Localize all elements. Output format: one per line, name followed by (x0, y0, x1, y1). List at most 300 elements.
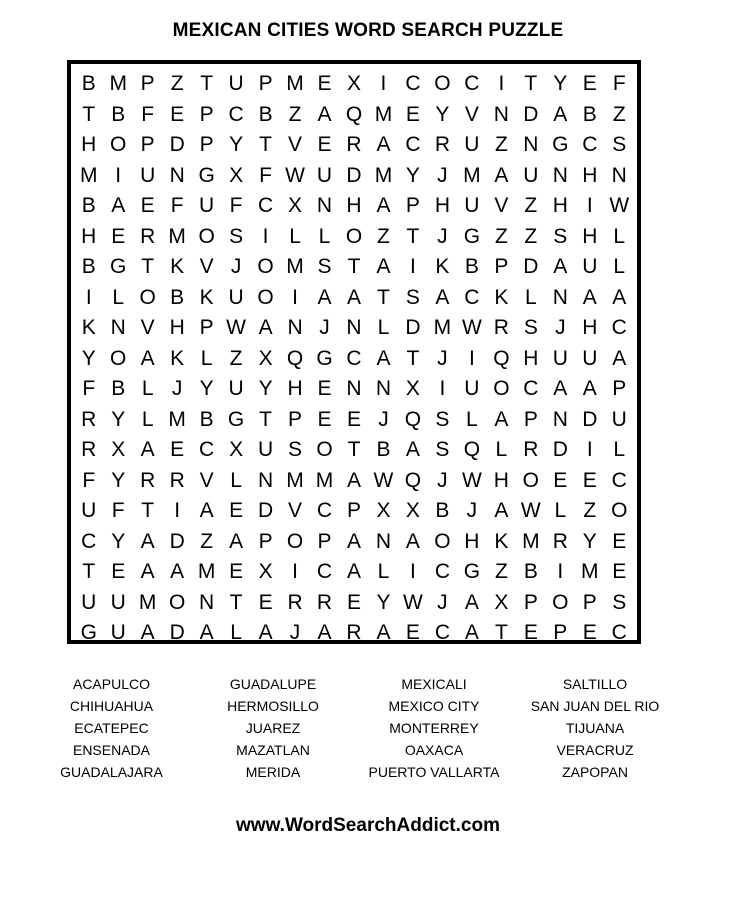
grid-letter: C (434, 560, 450, 583)
word-list-item: ECATEPEC (74, 720, 149, 736)
grid-letter: M (109, 72, 127, 95)
grid-letter: K (170, 255, 185, 278)
grid-letter: A (199, 499, 214, 522)
grid-letter: P (346, 499, 361, 522)
grid-letter: D (523, 255, 539, 278)
grid-letter: P (523, 590, 538, 614)
grid-letter: O (110, 133, 127, 156)
grid-letter: L (613, 438, 626, 461)
grid-letter: L (466, 407, 478, 431)
grid-letter: W (226, 316, 246, 339)
grid-letter: A (140, 438, 155, 461)
grid-letter: G (110, 255, 127, 278)
word-list-item: PUERTO VALLARTA (368, 764, 500, 780)
word-list-item: SALTILLO (562, 676, 628, 692)
grid-letter: C (434, 621, 450, 644)
grid-letter: N (169, 163, 185, 187)
grid-letter: I (262, 224, 269, 248)
grid-letter: H (493, 468, 509, 492)
grid-letter: U (582, 255, 598, 278)
grid-letter: O (139, 285, 156, 309)
grid-letter: G (198, 163, 215, 187)
grid-letter: C (464, 72, 480, 95)
grid-letter: D (523, 102, 539, 126)
grid-letter: M (138, 590, 157, 614)
grid-letter: C (346, 346, 362, 370)
grid-letter: X (405, 499, 420, 522)
grid-letter: Y (582, 529, 597, 553)
grid-letter: P (523, 407, 538, 431)
grid-letter: M (286, 72, 304, 95)
grid-letter: C (199, 438, 215, 461)
grid-letter: F (170, 194, 184, 217)
word-list-item: SAN JUAN DEL RIO (530, 698, 660, 714)
grid-letter: J (378, 407, 389, 431)
grid-letter: V (199, 255, 214, 278)
grid-letter: C (611, 316, 627, 339)
grid-letter: J (437, 163, 448, 187)
grid-letter: R (140, 468, 156, 492)
grid-letter: S (317, 255, 332, 278)
grid-letter: P (199, 102, 214, 126)
grid-letter: T (406, 224, 420, 248)
grid-letter: Z (494, 133, 508, 156)
grid-letter: T (377, 285, 390, 309)
grid-letter: A (346, 560, 361, 583)
grid-letter: L (554, 499, 567, 522)
grid-letter: C (611, 468, 627, 492)
word-list-item: OAXACA (404, 742, 464, 758)
grid-letter: R (140, 224, 156, 248)
grid-letter: O (286, 529, 304, 553)
grid-letter: K (81, 316, 96, 339)
grid-letter: E (582, 72, 597, 95)
grid-letter: I (557, 560, 564, 583)
word-list (30, 673, 706, 783)
grid-letter: C (405, 133, 421, 156)
grid-letter: A (494, 163, 509, 187)
grid-letter: P (140, 133, 155, 156)
grid-letter: U (110, 621, 126, 644)
grid-letter: X (229, 163, 244, 187)
grid-letter: T (229, 590, 243, 614)
grid-letter: U (552, 346, 568, 370)
grid-letter: V (140, 316, 155, 339)
grid-letter: M (286, 255, 304, 278)
grid-letter: F (229, 194, 243, 217)
grid-letter: L (230, 468, 242, 492)
word-list-column (353, 673, 515, 783)
grid-letter: N (110, 316, 126, 339)
grid-letter: A (376, 346, 391, 370)
grid-letter: X (405, 377, 420, 400)
grid-letter: I (85, 285, 92, 309)
grid-letter: Q (345, 102, 363, 126)
grid-letter: J (319, 316, 330, 339)
grid-letter: U (257, 438, 274, 461)
grid-letter: B (81, 255, 96, 278)
grid-letter: C (228, 102, 244, 126)
grid-letter: Q (404, 407, 422, 431)
grid-letter: X (494, 590, 509, 614)
grid-letter: M (433, 316, 452, 339)
grid-letter: C (405, 72, 421, 95)
grid-letter: Z (494, 560, 508, 583)
grid-letter: M (286, 468, 304, 492)
grid-letter: Y (553, 72, 568, 95)
grid-letter: P (612, 377, 627, 400)
grid-letter: W (373, 468, 394, 492)
grid-letter: H (81, 133, 97, 156)
grid-letter: I (410, 255, 416, 278)
grid-letter: U (228, 72, 244, 95)
grid-letter: E (229, 560, 244, 583)
grid-letter: H (552, 194, 568, 217)
grid-letter: U (464, 133, 480, 156)
grid-letter: Y (229, 133, 244, 156)
grid-letter: A (229, 529, 244, 553)
grid-letter: Y (435, 102, 450, 126)
grid-letter: V (199, 468, 214, 492)
grid-letter: O (493, 377, 510, 400)
grid-letter: X (258, 560, 273, 583)
grid-letter: N (199, 590, 215, 614)
grid-letter: D (169, 133, 185, 156)
grid-letter: Y (111, 468, 126, 492)
grid-letter: J (230, 255, 242, 278)
grid-letter: M (522, 529, 540, 553)
grid-letter: A (376, 621, 391, 644)
grid-letter: O (198, 224, 215, 248)
word-list-item: MERIDA (245, 764, 301, 780)
grid-letter: J (289, 621, 301, 644)
grid-letter: B (111, 102, 126, 126)
grid-letter: A (376, 194, 391, 217)
grid-letter: P (553, 621, 568, 644)
word-list-item: GUADALAJARA (60, 764, 163, 780)
grid-letter: A (612, 285, 627, 309)
grid-letter: Z (612, 102, 626, 126)
grid-letter: N (346, 316, 362, 339)
grid-letter: A (170, 560, 185, 583)
grid-letter: Y (81, 346, 96, 370)
grid-letter: A (376, 133, 391, 156)
grid-letter: N (493, 102, 509, 126)
grid-letter: U (199, 194, 215, 217)
grid-letter: T (494, 621, 508, 644)
grid-letter: H (434, 194, 450, 217)
grid-letter: J (437, 468, 448, 492)
grid-letter: L (112, 285, 125, 309)
grid-letter: N (257, 468, 274, 492)
grid-letter: U (316, 163, 333, 187)
grid-letter: N (287, 316, 303, 339)
grid-letter: X (346, 72, 361, 95)
grid-letter: K (199, 285, 214, 309)
grid-letter: O (168, 590, 186, 614)
grid-letter: A (464, 621, 479, 644)
grid-letter: K (170, 346, 185, 370)
grid-letter: W (285, 163, 305, 187)
grid-letter: U (110, 590, 126, 614)
grid-letter: B (435, 499, 450, 522)
grid-letter: Z (229, 346, 243, 370)
grid-letter: T (82, 560, 96, 583)
grid-letter: T (347, 438, 361, 461)
grid-letter: H (464, 529, 480, 553)
grid-letter: I (439, 377, 446, 400)
grid-letter: A (317, 621, 332, 644)
grid-letter: A (258, 316, 273, 339)
grid-letter: M (374, 163, 393, 187)
grid-letter: U (228, 285, 244, 309)
grid-letter: A (258, 621, 273, 644)
word-list-item: TIJUANA (565, 720, 625, 736)
grid-letter: E (111, 560, 126, 583)
grid-letter: I (292, 560, 298, 583)
grid-letter: J (437, 224, 448, 248)
grid-letter: Y (376, 590, 391, 614)
grid-letter: M (79, 163, 98, 187)
grid-letter: U (523, 163, 539, 187)
grid-letter: A (582, 285, 597, 309)
grid-letter: X (111, 438, 126, 461)
grid-letter: B (81, 72, 96, 95)
grid-letter: M (315, 468, 334, 492)
grid-letter: F (82, 468, 96, 492)
grid-letter: R (316, 590, 333, 614)
grid-letter: R (169, 468, 185, 492)
grid-letter: S (612, 590, 627, 614)
grid-letter: H (346, 194, 362, 217)
grid-letter: N (346, 377, 362, 400)
grid-letter: T (141, 499, 155, 522)
grid-letter: N (552, 407, 568, 431)
grid-letter: A (317, 285, 332, 309)
grid-letter: F (111, 499, 125, 522)
grid-letter: Z (200, 529, 214, 553)
grid-letter: H (582, 316, 598, 339)
grid-letter: A (464, 590, 479, 614)
grid-letter: Z (524, 224, 538, 248)
grid-letter: S (435, 407, 450, 431)
word-list-item: MEXICO CITY (388, 698, 480, 714)
puzzle-title: MEXICAN CITIES WORD SEARCH PUZZLE (172, 20, 564, 41)
grid-letter: I (498, 72, 505, 95)
grid-letter: L (289, 224, 301, 248)
grid-letter: E (553, 468, 568, 492)
grid-letter: T (259, 133, 272, 156)
grid-letter: Y (405, 163, 420, 187)
grid-letter: E (170, 438, 185, 461)
grid-letter: J (555, 316, 566, 339)
grid-letter: E (317, 407, 332, 431)
grid-letter: M (581, 560, 599, 583)
grid-letter: A (612, 346, 627, 370)
grid-letter: R (434, 133, 450, 156)
grid-letter: V (288, 133, 303, 156)
grid-letter: N (552, 163, 568, 187)
grid-letter: D (257, 499, 274, 522)
grid-letter: Z (524, 194, 538, 217)
word-list-item: ACAPULCO (72, 676, 151, 692)
grid-letter: M (197, 560, 216, 583)
grid-letter: Y (199, 377, 214, 400)
grid-letter: D (405, 316, 421, 339)
grid-letter: B (464, 255, 479, 278)
grid-letter: U (81, 590, 97, 614)
grid-letter: P (140, 72, 155, 95)
grid-letter: M (374, 102, 393, 126)
grid-letter: G (80, 621, 97, 644)
grid-letter: A (140, 346, 155, 370)
grid-letter: L (495, 438, 508, 461)
grid-letter: S (435, 438, 450, 461)
grid-letter: W (609, 194, 630, 217)
grid-letter: L (613, 224, 626, 248)
grid-letter: S (523, 316, 538, 339)
word-list-column (515, 673, 675, 783)
grid-letter: I (468, 346, 475, 370)
grid-letter: C (523, 377, 539, 400)
word-list-column (30, 673, 193, 783)
grid-letter: E (111, 224, 126, 248)
grid-letter: F (259, 163, 272, 187)
grid-letter: W (403, 590, 423, 614)
grid-letter: D (582, 407, 598, 431)
grid-letter: A (346, 285, 361, 309)
grid-letter: B (258, 102, 273, 126)
grid-letter: A (582, 377, 597, 400)
grid-letter: T (259, 407, 272, 431)
grid-letter: A (553, 377, 568, 400)
grid-letter: Y (111, 529, 126, 553)
grid-letter: B (199, 407, 214, 431)
grid-letter: O (552, 590, 569, 614)
grid-letter: O (257, 285, 274, 309)
grid-letter: E (229, 499, 244, 522)
grid-letter: K (494, 529, 509, 553)
grid-letter: Q (493, 346, 510, 370)
grid-letter: Y (111, 407, 126, 431)
grid-letter: A (346, 468, 361, 492)
grid-letter: H (169, 316, 185, 339)
grid-letter: W (461, 468, 482, 492)
grid-letter: E (612, 560, 627, 583)
grid-letter: U (228, 377, 244, 400)
grid-letter: L (230, 621, 242, 644)
grid-letter: D (169, 529, 185, 553)
grid-letter: X (288, 194, 303, 217)
grid-letter: Q (286, 346, 304, 370)
grid-letter: Z (583, 499, 597, 522)
grid-letter: H (582, 224, 598, 248)
grid-letter: A (111, 194, 126, 217)
grid-letter: W (520, 499, 541, 522)
word-list-item: ZAPOPAN (562, 764, 628, 780)
grid-letter: B (523, 560, 538, 583)
grid-letter: D (346, 163, 362, 187)
grid-letter: Z (288, 102, 302, 126)
grid-letter: Q (404, 468, 422, 492)
grid-letter: E (582, 621, 597, 644)
letter-grid-frame (67, 60, 641, 644)
grid-letter: P (199, 316, 214, 339)
grid-letter: U (81, 499, 97, 522)
grid-letter: O (434, 529, 451, 553)
grid-letter: O (110, 346, 127, 370)
grid-letter: B (376, 438, 391, 461)
grid-letter: T (141, 255, 155, 278)
grid-letter: S (553, 224, 568, 248)
grid-letter: J (437, 590, 448, 614)
grid-letter: E (170, 102, 185, 126)
word-list-item: ENSENADA (72, 742, 151, 758)
grid-letter: I (586, 194, 593, 217)
grid-letter: O (522, 468, 539, 492)
word-list-item: JUAREZ (245, 720, 301, 736)
grid-letter: E (317, 133, 332, 156)
grid-letter: B (81, 194, 96, 217)
grid-letter: D (552, 438, 568, 461)
grid-letter: X (258, 346, 273, 370)
grid-letter: E (258, 590, 273, 614)
website-footer: www.WordSearchAddict.com (236, 815, 500, 836)
grid-letter: U (582, 346, 598, 370)
grid-letter: H (523, 346, 539, 370)
letter-grid (74, 69, 634, 649)
grid-letter: D (169, 621, 185, 644)
grid-letter: A (494, 499, 509, 522)
grid-letter: Q (463, 438, 481, 461)
grid-letter: T (347, 255, 361, 278)
word-list-item: MONTERREY (389, 720, 479, 736)
grid-letter: U (611, 407, 627, 431)
grid-letter: J (466, 499, 478, 522)
grid-letter: S (405, 285, 420, 309)
grid-letter: H (81, 224, 97, 248)
grid-letter: C (611, 621, 627, 644)
grid-letter: E (405, 621, 420, 644)
grid-letter: N (611, 163, 627, 187)
grid-letter: H (582, 163, 598, 187)
grid-letter: O (316, 438, 333, 461)
grid-letter: I (380, 72, 387, 95)
grid-letter: E (317, 377, 332, 400)
grid-letter: F (82, 377, 96, 400)
grid-letter: U (140, 163, 156, 187)
grid-letter: K (435, 255, 450, 278)
word-list-item: MAZATLAN (236, 742, 310, 758)
grid-letter: I (586, 438, 593, 461)
grid-letter: N (316, 194, 333, 217)
grid-letter: P (258, 529, 273, 553)
grid-letter: E (523, 621, 538, 644)
grid-letter: M (168, 407, 186, 431)
grid-letter: R (287, 590, 303, 614)
grid-letter: J (437, 346, 448, 370)
grid-letter: A (199, 621, 214, 644)
grid-letter: P (494, 255, 509, 278)
grid-letter: I (410, 560, 416, 583)
grid-letter: F (141, 102, 155, 126)
grid-letter: S (229, 224, 244, 248)
grid-letter: P (582, 590, 597, 614)
grid-letter: Z (170, 72, 184, 95)
grid-letter: I (174, 499, 181, 522)
grid-letter: G (227, 407, 245, 431)
grid-letter: E (346, 407, 361, 431)
